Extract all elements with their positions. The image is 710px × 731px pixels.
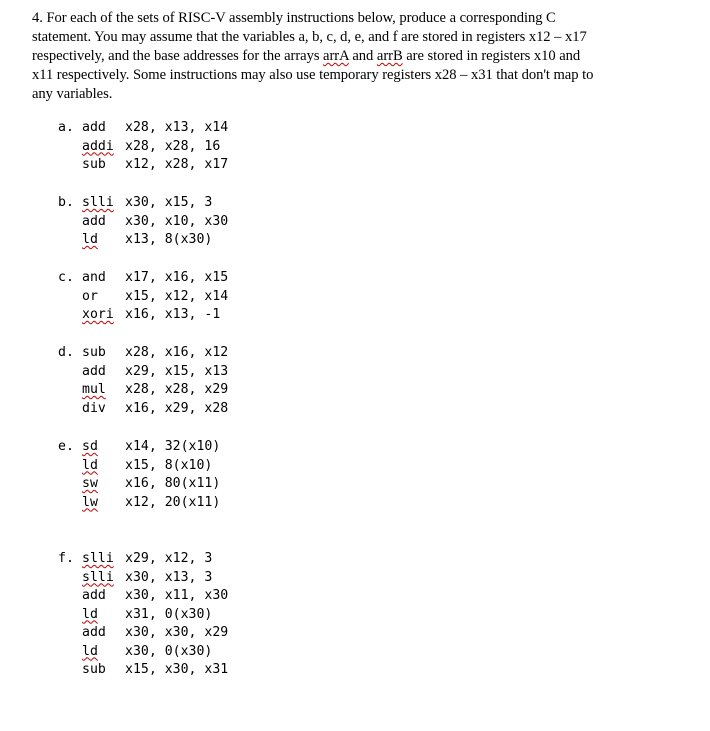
instruction-row: [58, 213, 228, 232]
operands: x12, 20(x11): [125, 494, 221, 510]
opcode: add: [82, 213, 106, 229]
instruction-row: [58, 457, 220, 476]
instruction-row: [58, 643, 228, 662]
group-e: [58, 438, 220, 512]
instruction-row: [58, 306, 228, 325]
group-b: [58, 194, 228, 250]
group-label: c.: [58, 270, 74, 285]
operands: x30, x13, 3: [125, 569, 213, 585]
opcode: add: [82, 588, 106, 603]
opcode: ld: [82, 457, 98, 473]
opcode: sub: [82, 662, 106, 677]
operands: x28, x16, x12: [125, 345, 229, 360]
instruction-row: [58, 156, 228, 175]
operands: x12, x28, x17: [125, 157, 229, 172]
question-line-2: statement. You may assume that the variables a, b, c, d, e, and f are stored in registers x12 – x17: [32, 29, 587, 45]
instruction-row: [58, 400, 228, 419]
group-f: [58, 550, 228, 680]
opcode: add: [82, 625, 106, 640]
instruction-row: [58, 624, 228, 643]
group-label: b.: [58, 195, 74, 210]
instruction-row: [58, 494, 220, 513]
operands: x31, 0(x30): [125, 606, 213, 622]
array-name-arrA: arrA: [323, 48, 349, 64]
instruction-row: [58, 138, 228, 157]
instruction-row: [58, 194, 228, 213]
instruction-row: [58, 438, 220, 457]
instruction-row: [58, 550, 228, 569]
question-line-3-mid: and: [348, 48, 377, 64]
instruction-row: [58, 119, 228, 138]
operands: x28, x28, x29: [125, 382, 229, 397]
instruction-row: [58, 231, 228, 250]
operands: x15, x30, x31: [125, 662, 229, 677]
opcode: lw: [82, 494, 98, 510]
operands: x29, x12, 3: [125, 551, 213, 566]
instruction-row: [58, 269, 228, 288]
instruction-row: [58, 363, 228, 382]
operands: x30, x15, 3: [125, 195, 213, 210]
instruction-row: [58, 569, 228, 588]
operands: x16, x13, -1: [125, 307, 221, 322]
operands: x14, 32(x10): [125, 439, 221, 454]
opcode: sd: [82, 439, 98, 454]
group-label: a.: [58, 120, 74, 135]
opcode: slli: [82, 195, 114, 210]
instruction-row: [58, 661, 228, 680]
opcode: add: [82, 363, 106, 379]
opcode: sub: [82, 157, 106, 172]
question-line-4: x11 respectively. Some instructions may also use temporary registers x28 – x31 that don't map to: [32, 67, 594, 83]
opcode: ld: [82, 606, 98, 622]
question-text: [32, 9, 682, 104]
operands: x30, x10, x30: [125, 213, 229, 229]
operands: x30, x11, x30: [125, 588, 229, 603]
operands: x13, 8(x30): [125, 232, 213, 247]
group-d: [58, 344, 228, 418]
instruction-row: [58, 288, 228, 307]
operands: x17, x16, x15: [125, 270, 229, 285]
opcode: div: [82, 400, 106, 416]
instruction-row: [58, 344, 228, 363]
opcode: addi: [82, 138, 114, 154]
question-line-5: any variables.: [32, 86, 113, 102]
operands: x28, x13, x14: [125, 120, 229, 135]
instruction-row: [58, 587, 228, 606]
group-a: [58, 119, 228, 175]
array-name-arrB: arrB: [376, 48, 403, 64]
opcode: mul: [82, 382, 106, 397]
opcode: and: [82, 270, 106, 285]
operands: x30, x30, x29: [125, 625, 229, 640]
group-label: d.: [58, 345, 74, 360]
operands: x16, x29, x28: [125, 400, 229, 416]
operands: x29, x15, x13: [125, 363, 229, 379]
group-label: f.: [58, 551, 74, 566]
instruction-row: [58, 475, 220, 494]
question-line-3-start: respectively, and the base addresses for the arrays: [32, 48, 324, 64]
opcode: sub: [82, 345, 106, 360]
opcode: ld: [82, 643, 98, 659]
opcode: add: [82, 120, 106, 135]
operands: x28, x28, 16: [125, 138, 221, 154]
operands: x15, x12, x14: [125, 288, 229, 304]
instruction-row: [58, 606, 228, 625]
operands: x16, 80(x11): [125, 476, 221, 491]
question-line-3-tail: are stored in registers x10 and: [402, 48, 581, 64]
opcode: slli: [82, 569, 114, 585]
group-label: e.: [58, 439, 74, 454]
opcode: ld: [82, 232, 98, 247]
opcode: or: [82, 288, 98, 304]
instruction-row: [58, 381, 228, 400]
opcode: slli: [82, 551, 114, 566]
operands: x30, 0(x30): [125, 643, 213, 659]
operands: x15, 8(x10): [125, 457, 213, 473]
opcode: sw: [82, 476, 98, 491]
question-line-1: 4. For each of the sets of RISC-V assembly instructions below, produce a corresponding C: [32, 10, 556, 26]
question-line-3: [32, 47, 682, 66]
opcode: xori: [82, 307, 114, 322]
group-c: [58, 269, 228, 325]
